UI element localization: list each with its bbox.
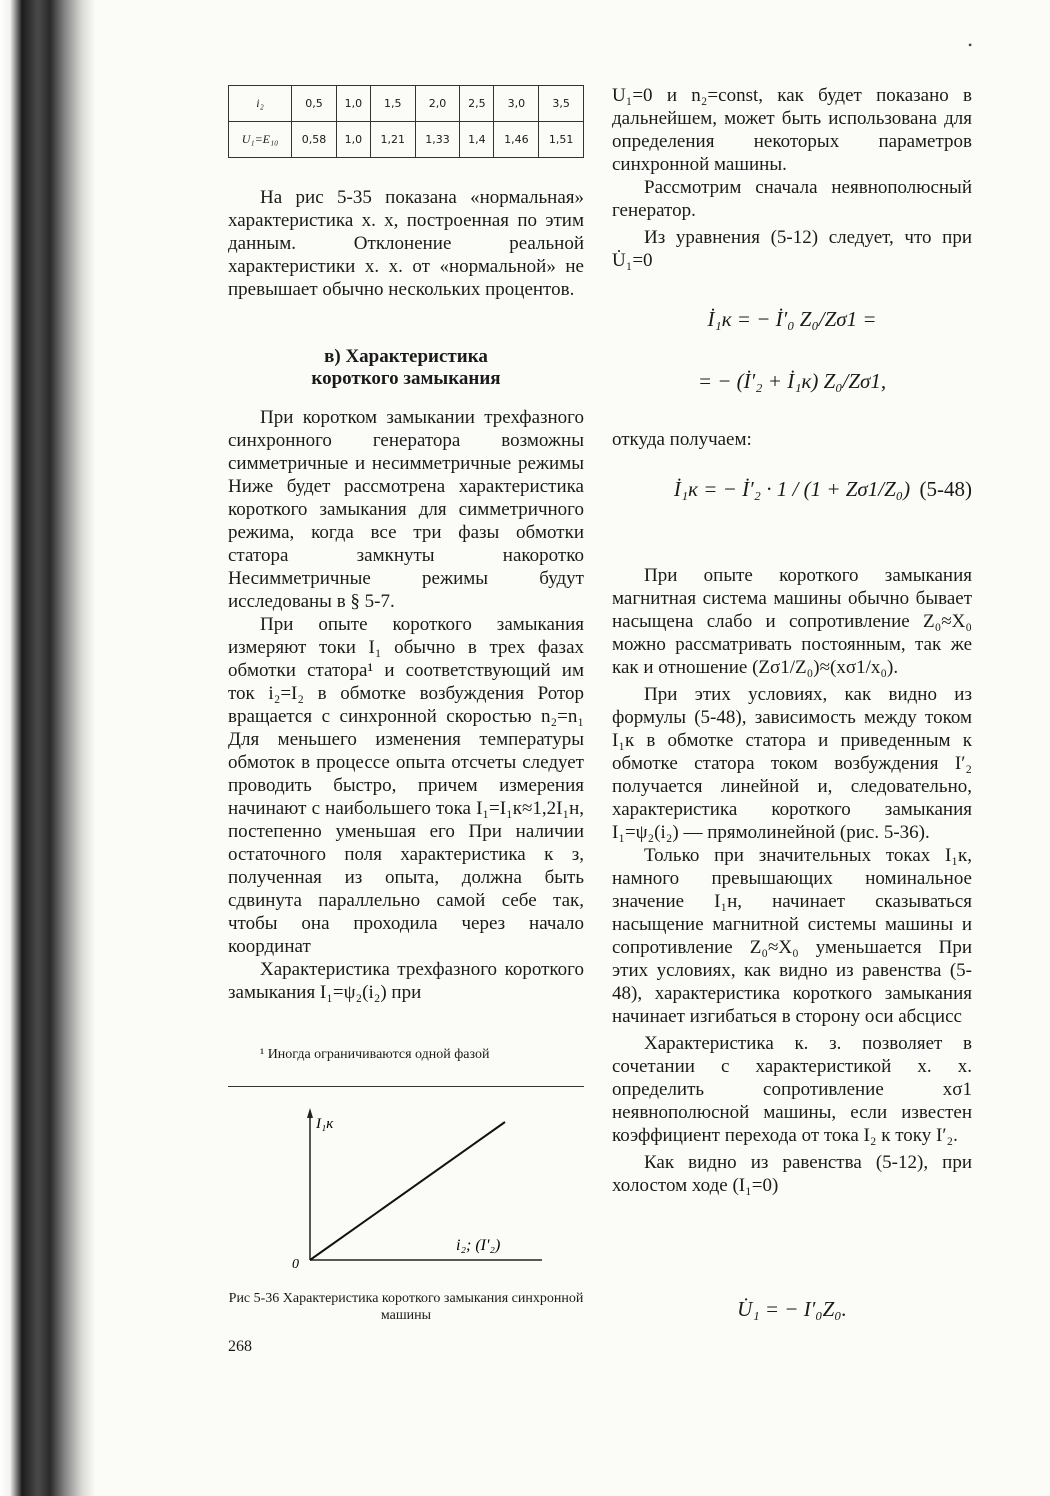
table-row-label: i₂ [229, 86, 292, 122]
table-cell: 3,0 [494, 86, 539, 122]
paragraph: Рассмотрим сначала неявнополюсный генератор. [612, 177, 972, 221]
paragraph: откуда получаем: [612, 429, 752, 450]
paragraph: При этих условиях, как видно из формулы (5-48), зависимость между током I₁к в обмотке статора и приведенным к обмотке статора током возбуждения I′₂ получается линейной и, следовательно, характеристика короткого замыкания I₁=ψ₂(i₂) — прямолинейной (рис. 5-36). [612, 684, 972, 843]
heading-line: в) Характеристика [324, 346, 488, 367]
left-column-upper [228, 186, 584, 301]
paragraph: Как видно из равенства (5-12), при холостом ходе (I₁=0) [612, 1152, 972, 1196]
right-column-body [612, 564, 972, 1197]
figure-divider [228, 1086, 584, 1087]
y-axis-label: I₁к [316, 1116, 334, 1132]
right-column-mid [612, 428, 972, 451]
paragraph: U₁=0 и n₂=const, как будет показано в дальнейшем, может быть использована для определения некоторых параметров синхронной машины. [612, 85, 972, 175]
table-row [229, 122, 584, 158]
scan-speck: • [968, 38, 973, 52]
book-binding-shadow [0, 0, 95, 1496]
table-cell: 1,5 [370, 86, 415, 122]
heading-line: короткого замыкания [311, 368, 501, 389]
table-cell: 1,4 [460, 122, 494, 158]
left-column-body [228, 406, 584, 1004]
table-cell: 3,5 [539, 86, 584, 122]
paragraph: Характеристика к. з. позволяет в сочетании с характеристикой х. х. определить сопротивление xσ1 неявнополюсной машины, если известен коэффициент перехода от тока I₂ к току I′₂. [612, 1033, 972, 1146]
right-column-top [612, 84, 972, 272]
x-axis-label: i₂; (I'₂) [456, 1237, 501, 1254]
formula: U̇₁ = − I′₀Z₀. [737, 1297, 847, 1321]
data-table [228, 85, 584, 158]
short-circuit-figure [280, 1100, 550, 1280]
formula-5-48 [612, 478, 972, 501]
formula: = − (İ′₂ + İ₁к) Z₀/Zσ1, [697, 369, 887, 393]
footnote-text: ¹ Иногда ограничиваются одной фазой [260, 1047, 490, 1062]
paragraph: При опыте короткого замыкания измеряют токи I₁ обычно в трех фазах обмотки статора¹ и соответствующий им ток i₂=I₂ в обмотке возбуждения Ротор вращается с синхронной скоростью n₂=n₁ Для меньшего изменения температуры обмоток в процессе опыта отсчеты следует проводить быстро, причем измерения начинают с наибольшего тока I₁=I₁к≈1,2I₁н, постепенно уменьшая его При наличии остаточного поля характеристика к з, полученная из опыта, должна быть сдвинута параллельно самой себе так, чтобы она проходила через начало координат [228, 614, 584, 957]
table-row-label: U₁=E₁₀ [229, 122, 292, 158]
footnote [228, 1046, 584, 1064]
figure-caption: Рис 5-36 Характеристика короткого замыкания синхронной машины [228, 1291, 584, 1323]
table-cell: 1,21 [370, 122, 415, 158]
origin-label: 0 [292, 1257, 299, 1272]
formula: İ₁к = − İ′₀ Z₀/Zσ1 = [707, 307, 877, 331]
y-axis-arrow [307, 1108, 313, 1118]
paragraph: На рис 5-35 показана «нормальная» характеристика х. х, построенная по этим данным. Отклонение реальной характеристики х. х. от «нормальной» не превышает обычно нескольких процентов. [228, 187, 584, 300]
table-cell: 2,5 [460, 86, 494, 122]
table-cell: 2,0 [415, 86, 460, 122]
table-cell: 0,58 [292, 122, 337, 158]
table-cell: 1,0 [336, 86, 370, 122]
table-cell: 1,46 [494, 122, 539, 158]
table-cell: 0,5 [292, 86, 337, 122]
table-cell: 1,51 [539, 122, 584, 158]
paragraph: Из уравнения (5-12) следует, что при U̇₁=0 [612, 227, 972, 271]
table-cell: 1,33 [415, 122, 460, 158]
section-heading [228, 346, 584, 390]
paragraph: При опыте короткого замыкания магнитная система машины обычно бывает насыщена слабо и сопротивление Z₀≈X₀ можно рассматривать постоянным, так же как и отношение (Zσ1/Z₀)≈(xσ1/x₀). [612, 565, 972, 678]
paragraph: Только при значительных токах I₁к, намного превышающих номинальное значение I₁н, начинает сказываться насыщение магнитной системы машины и сопротивление Z₀≈X₀ уменьшается При этих условиях, как видно из равенства (5-48), характеристика короткого замыкания начинает изгибаться в сторону оси абсцисс [612, 845, 972, 1027]
table-cell: 1,0 [336, 122, 370, 158]
formula: İ₁к = − İ′₂ · 1 / (1 + Zσ1/Z₀) [673, 477, 911, 501]
page-number: 268 [228, 1338, 252, 1355]
paragraph: При коротком замыкании трехфазного синхронного генератора возможны симметричные и несимметричные режимы Ниже будет рассмотрена характеристика короткого замыкания для симметричного режима, когда все три фазы обмотки статора замкнуты накоротко Несимметричные режимы будут исследованы в § 5-7. [228, 407, 584, 612]
paragraph: Характеристика трехфазного короткого замыкания I₁=ψ₂(i₂) при [228, 959, 584, 1003]
table-row [229, 86, 584, 122]
equation-number: (5-48) [919, 477, 972, 501]
